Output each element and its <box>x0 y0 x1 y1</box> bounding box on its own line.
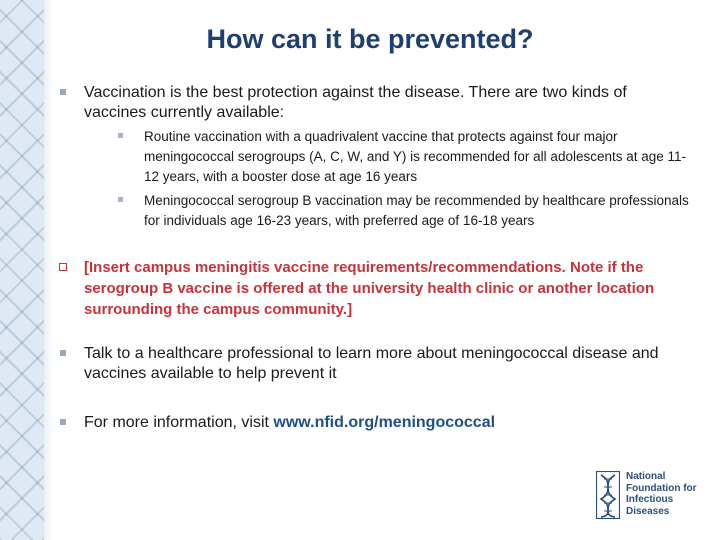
bullet-marker <box>118 133 123 138</box>
bullet-text: Talk to a healthcare professional to learn more about meningococcal disease and vaccines available to help prevent it <box>84 345 659 382</box>
decorative-side-band <box>0 0 44 540</box>
nfid-link[interactable]: www.nfid.org/meningococcal <box>273 414 496 431</box>
nfid-logo <box>596 471 697 519</box>
dna-helix-icon <box>596 471 620 519</box>
logo-line: Diseases <box>626 505 670 517</box>
logo-wordmark <box>626 471 697 517</box>
logo-line: National <box>626 471 666 482</box>
sub-list-item <box>118 191 693 231</box>
bullet-marker <box>59 263 67 271</box>
sub-list-item <box>118 127 693 187</box>
bullet-marker <box>60 89 66 95</box>
list-item <box>60 344 690 384</box>
bullet-text <box>84 413 495 433</box>
bullet-marker <box>60 350 66 356</box>
bullet-marker <box>118 197 123 202</box>
list-item <box>60 83 680 123</box>
page-title: How can it be prevented? <box>206 24 534 54</box>
list-item <box>60 413 690 433</box>
info-prefix: For more information, visit <box>84 414 274 431</box>
list-item <box>59 257 689 320</box>
sub-bullet-text: Routine vaccination with a quadrivalent vaccine that protects against four major meningococcal serogroups (A, C, W, and Y) is recommended for all adolescents at age 11-12 years, with a booster dose at age 16 years <box>144 129 687 184</box>
bullet-text: Vaccination is the best protection against the disease. There are two kinds of vaccines currently available: <box>84 84 627 121</box>
logo-line: Infectious <box>626 494 674 505</box>
logo-line: Foundation for <box>626 482 697 494</box>
bullet-marker <box>60 419 66 425</box>
sub-bullet-text: Meningococcal serogroup B vaccination may be recommended by healthcare professionals for individuals age 16-23 years, with preferred age of 16-18 years <box>144 193 689 228</box>
placeholder-instructions: [Insert campus meningitis vaccine requirements/recommendations. Note if the serogroup B vaccine is offered at the university health clinic or another location surrounding the campus community.] <box>84 259 655 318</box>
